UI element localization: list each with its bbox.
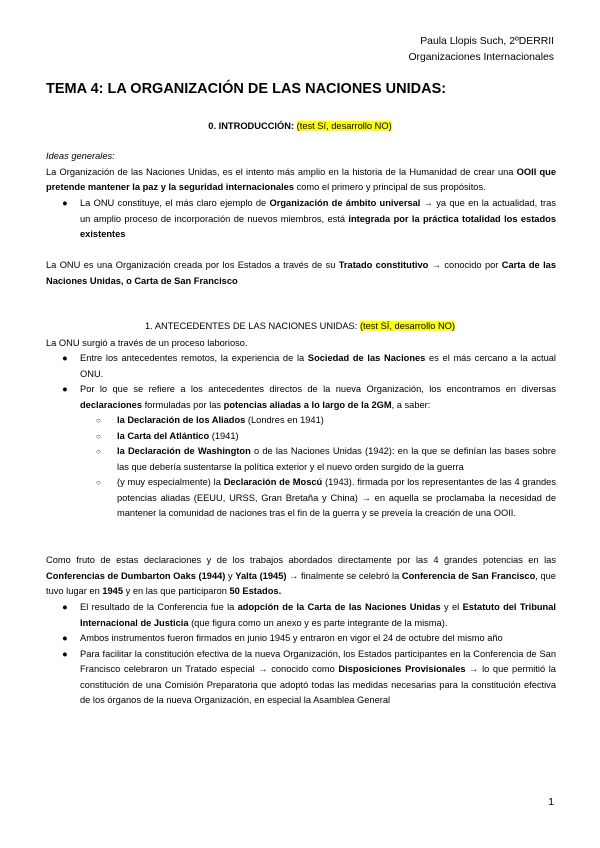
text-run: y el	[440, 602, 463, 612]
bold-run: Declaración de Moscú	[223, 477, 323, 487]
section-1-heading-text: 1. ANTECEDENTES DE LAS NACIONES UNIDAS:	[145, 321, 358, 331]
text-run: Como fruto de estas declaraciones y de los trabajos abordados directamente por las 4 grandes potencias en las	[46, 555, 556, 565]
list-item	[46, 351, 556, 382]
text-run: Entre los antecedentes remotos, la experiencia de la	[80, 353, 308, 363]
text-run: → ya que en la actualidad, tras un amplio proceso de incorporación de nuevos miembros, está	[80, 198, 556, 224]
sub-list-item	[46, 475, 556, 522]
text-run: Por lo que se refiere a los antecedentes directos de la nueva Organización, los encontramos en diversas	[80, 384, 556, 394]
author-line: Paula Llopis Such, 2ºDERRII	[420, 36, 554, 47]
bold-run: Tratado constitutivo	[338, 260, 429, 270]
bold-run: Sociedad de las Naciones	[307, 353, 426, 363]
bullet-icon: ●	[62, 633, 68, 643]
text-run: , a saber:	[391, 399, 431, 410]
text-run: La ONU constituye, el más claro ejemplo de	[80, 198, 270, 208]
bold-run: Organización de ámbito universal	[269, 198, 421, 208]
list-item	[46, 600, 556, 631]
bold-run: OOII que pretende mantener la paz y la seguridad internacionales	[46, 166, 556, 192]
bold-run: 50 Estados.	[229, 586, 282, 596]
bold-run: declaraciones	[80, 399, 143, 410]
text-run: formuladas por las	[142, 399, 224, 410]
page-header	[408, 34, 554, 66]
text-run: → finalmente se celebró la	[286, 570, 402, 581]
bold-run: potencias aliadas a lo largo de la 2GM	[223, 399, 392, 410]
section-1-intro: La ONU surgió a través de un proceso laborioso.	[46, 338, 248, 348]
bullet-icon: ●	[62, 648, 68, 659]
bold-run: Disposiciones Provisionales	[338, 664, 466, 674]
text-run: Para facilitar la constitución efectiva de la nueva Organización, los Estados participantes en la Conferencia de San Francisco celebraron un Tratado especial → conocido como	[80, 648, 556, 674]
text-run: (1941)	[209, 430, 239, 441]
bold-run: adopción de la Carta de las Naciones Unidas	[237, 602, 441, 612]
text-run: (que figura como un anexo y es parte integrante de la misma).	[188, 617, 448, 628]
page-number: 1	[548, 797, 554, 808]
list-item	[46, 647, 556, 709]
bold-run: la Declaración de Washington	[117, 446, 251, 456]
text-run: Ambos instrumentos fueron firmados en junio 1945 y entraron en vigor el 24 de octubre del mismo año	[80, 633, 503, 643]
sub-list-item	[46, 429, 556, 445]
list-item	[46, 631, 556, 647]
text-run: y en las que participaron	[123, 586, 230, 596]
bold-run: Yalta (1945)	[235, 570, 287, 581]
section-1-heading	[0, 321, 600, 331]
bold-run: Conferencia de San Francisco	[401, 570, 536, 581]
bullet-icon: ●	[62, 353, 68, 363]
text-run: , que tuvo lugar en	[46, 570, 556, 596]
text-run: (y muy especialmente) la	[117, 477, 224, 487]
text-run: (Londres en 1941)	[245, 415, 324, 425]
text-run: y	[225, 570, 236, 581]
fruit-list	[46, 600, 556, 709]
bold-run: 1945	[102, 586, 124, 596]
text-run: La Organización de las Naciones Unidas, es el intento más amplio en la historia de la Humanidad de crear una	[46, 166, 517, 177]
bullet-icon: ●	[62, 384, 68, 394]
bold-run: integrada por la práctica totalidad los estados existentes	[80, 213, 556, 239]
text-run: El resultado de la Conferencia fue la	[80, 602, 238, 612]
circle-bullet-icon: ○	[96, 447, 101, 456]
intro-heading	[0, 121, 600, 131]
intro-heading-text: 0. INTRODUCCIÓN:	[208, 121, 295, 131]
text-run: (1943). firmada por los representantes de las 4 grandes potencias aliadas (EEUU, URSS, Gran Bretaña y China) → en aquella se proclamaba la necesidad de mantener la comunidad de naciones tras el fin de la guerra y se preveía la creación de una OOII.	[117, 477, 557, 518]
text-run: La ONU es una Organización creada por los Estados a través de su	[46, 260, 339, 270]
text-run: → lo que permitió la constitución de una Comisión Preparatoria que adoptó todas las medidas necesarias para la constitución efectiva de los órganos de la nueva Organización, en especial la Asamblea General	[80, 664, 556, 705]
onu-paragraph	[46, 258, 556, 289]
list-item	[46, 382, 556, 413]
subject-line: Organizaciones Internacionales	[408, 52, 554, 63]
fruit-paragraph	[46, 553, 556, 600]
ideas-label: Ideas generales:	[46, 151, 115, 161]
ideas-list	[46, 196, 556, 243]
circle-bullet-icon: ○	[96, 478, 101, 487]
text-run: como el primero y principal de sus propósitos.	[294, 182, 486, 192]
bold-run: la Declaración de los Aliados	[117, 415, 246, 425]
bold-run: Estatuto del Tribunal Internacional de Justicia	[80, 602, 556, 628]
circle-bullet-icon: ○	[96, 431, 101, 441]
text-run: o de las Naciones Unidas (1942): en la que se definían las bases sobre las que debería sustentarse la política exterior y el nuevo orden surgido de la guerra	[117, 446, 556, 472]
ideas-paragraph	[46, 149, 556, 196]
section-1-list	[46, 351, 556, 522]
intro-note-highlight: (test Sí, desarrollo NO)	[296, 121, 392, 131]
bullet-icon: ●	[62, 198, 68, 208]
list-item	[46, 196, 556, 243]
text-run: → conocido por	[428, 260, 502, 270]
circle-bullet-icon: ○	[96, 416, 101, 425]
bold-run: Carta de las Naciones Unidas, o Carta de San Francisco	[46, 260, 556, 286]
bold-run: Conferencias de Dumbarton Oaks (1944)	[46, 570, 226, 581]
sub-list-item	[46, 444, 556, 475]
page-title: TEMA 4: LA ORGANIZACIÓN DE LAS NACIONES UNIDAS:	[46, 81, 447, 97]
text-run: es el más cercano a la actual ONU.	[80, 353, 556, 379]
bold-run: la Carta del Atlántico	[117, 430, 210, 441]
section-1-note-highlight: (test SÍ, desarrollo NO)	[359, 321, 455, 331]
bullet-icon: ●	[62, 602, 68, 612]
sub-list-item	[46, 413, 556, 429]
